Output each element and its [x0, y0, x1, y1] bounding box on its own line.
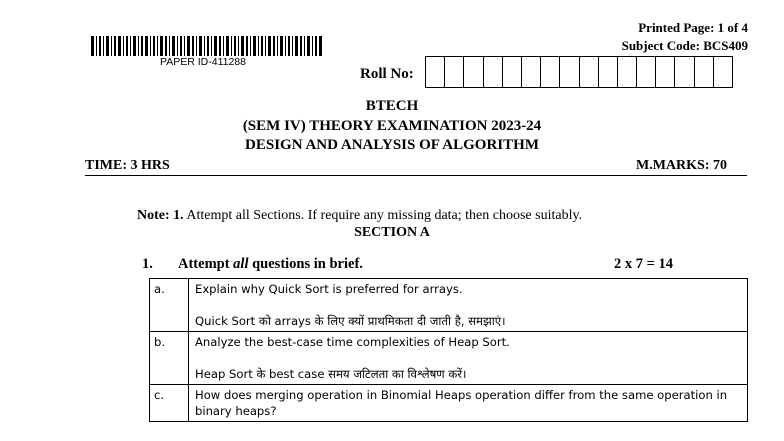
subject-title: DESIGN AND ANALYSIS OF ALGORITHM: [245, 137, 539, 153]
roll-number-grid[interactable]: [425, 56, 733, 88]
question-english: Explain why Quick Sort is preferred for arrays.: [195, 282, 463, 296]
question-cell: [189, 332, 748, 385]
question-cell: [189, 279, 748, 332]
roll-number-box[interactable]: [599, 56, 618, 88]
note-text: Attempt all Sections. If require any missing data; then choose suitably.: [186, 208, 583, 223]
question-english: How does merging operation in Binomial Heaps operation differ from the same operation in binary heaps?: [195, 388, 728, 418]
instruction-emphasis: all: [233, 256, 249, 272]
instruction-pre: Attempt: [178, 256, 234, 272]
roll-number-box[interactable]: [445, 56, 464, 88]
header-divider: [85, 175, 747, 176]
roll-number-box[interactable]: [426, 56, 445, 88]
instruction-post: questions in brief.: [248, 256, 363, 272]
max-marks: M.MARKS: 70: [636, 158, 727, 173]
roll-number-box[interactable]: [503, 56, 522, 88]
question-label: c.: [150, 385, 189, 422]
roll-number-box[interactable]: [656, 56, 675, 88]
roll-number-box[interactable]: [541, 56, 560, 88]
question-row: [150, 385, 748, 422]
question-marks: 2 x 7 = 14: [614, 256, 674, 272]
roll-number-box[interactable]: [714, 56, 733, 88]
questions-table: [149, 278, 748, 422]
question-instruction: [178, 256, 363, 273]
question-english: Analyze the best-case time complexities of Heap Sort.: [195, 335, 510, 349]
question-row: [150, 279, 748, 332]
question-number: 1.: [142, 256, 153, 272]
paper-id: PAPER ID-411288: [160, 56, 246, 68]
question-row: [150, 332, 748, 385]
roll-number-label: Roll No:: [360, 66, 414, 82]
note-label: Note:: [137, 208, 170, 223]
note: [137, 208, 582, 224]
roll-number-box[interactable]: [560, 56, 579, 88]
question-hindi: Quick Sort को arrays के लिए क्यों प्राथमिकता दी जाती है, समझाएं।: [195, 314, 506, 328]
note-number: 1.: [173, 208, 184, 223]
roll-number-box[interactable]: [695, 56, 714, 88]
exam-time: TIME: 3 HRS: [85, 158, 170, 173]
roll-number-box[interactable]: [484, 56, 503, 88]
roll-number-box[interactable]: [675, 56, 694, 88]
exam-session: (SEM IV) THEORY EXAMINATION 2023-24: [242, 118, 542, 134]
subject-code: Subject Code: BCS409: [621, 38, 748, 53]
question-label: a.: [150, 279, 189, 332]
course-title: BTECH: [365, 98, 419, 114]
roll-number-box[interactable]: [580, 56, 599, 88]
roll-number-box[interactable]: [464, 56, 483, 88]
roll-number-box[interactable]: [522, 56, 541, 88]
question-cell: [189, 385, 748, 422]
roll-number-box[interactable]: [618, 56, 637, 88]
barcode: [91, 36, 323, 56]
question-label: b.: [150, 332, 189, 385]
section-title: SECTION A: [354, 225, 430, 240]
roll-number-box[interactable]: [637, 56, 656, 88]
question-hindi: Heap Sort के best case समय जटिलता का विश्लेषण करें।: [195, 367, 467, 381]
printed-page: Printed Page: 1 of 4: [638, 20, 748, 35]
